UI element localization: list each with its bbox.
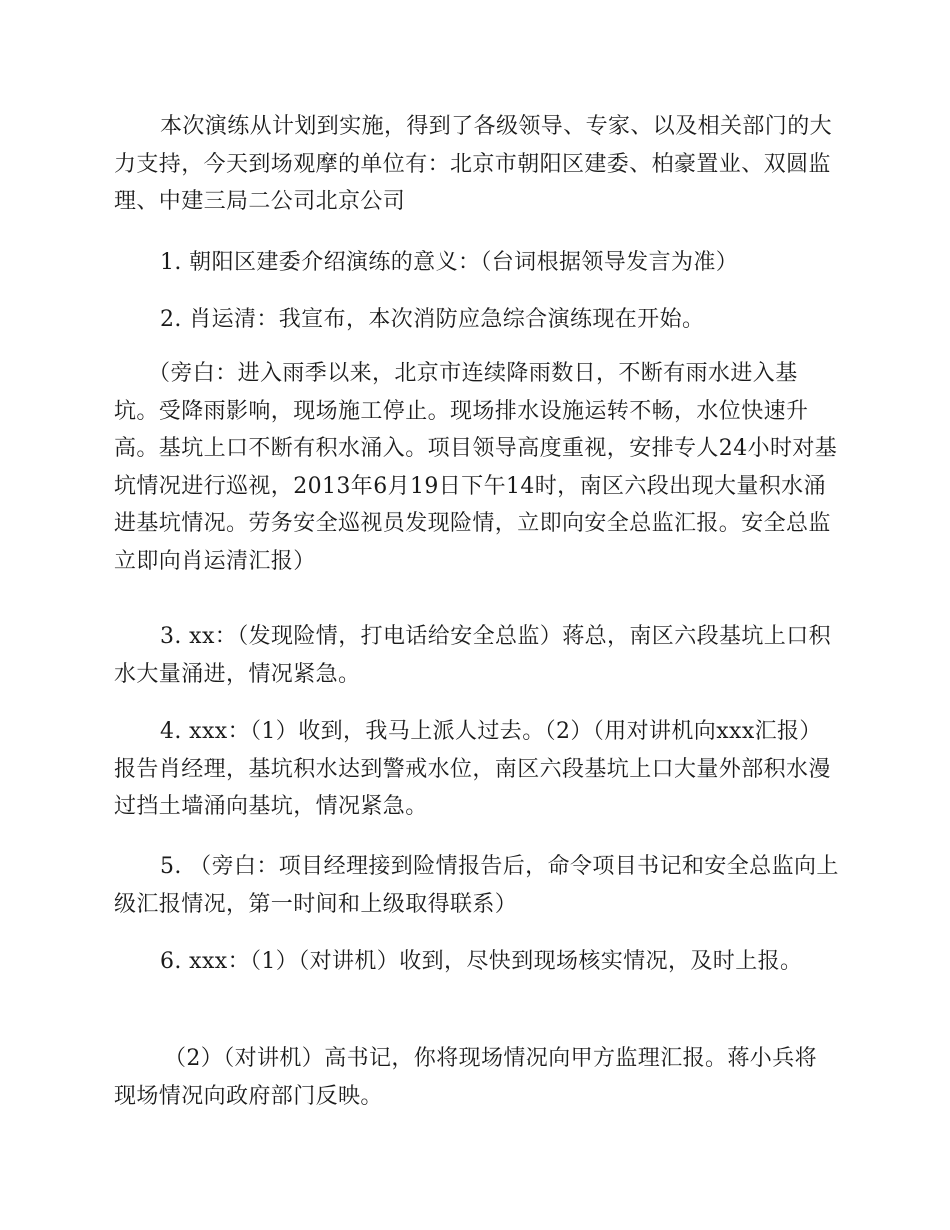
item-3-paragraph: 3. xx：（发现险情，打电话给安全总监）蒋总，南区六段基坑上口积水大量涌进，情况紧急。 [114,624,831,687]
item-4-paragraph: 4. xxx：（1）收到，我马上派人过去。（2）（用对讲机向xxx汇报）报告肖经理，基坑积水达到警戒水位，南区六段基坑上口大量外部积水漫过挡土墙涌向基坑，情况紧急。 [114,719,831,819]
narration-paragraph: （旁白：进入雨季以来，北京市连续降雨数日，不断有雨水进入基坑。受降雨影响，现场施工停止。现场排水设施运转不畅，水位快速升高。基坑上口不断有积水涌入。项目领导高度重视，安排专人24小时对基坑情况进行巡视，2013年6月19日下午14时，南区六段出现大量积水涌进基坑情况。劳务安全巡视员发现险情，立即向安全总监汇报。安全总监立即向肖运清汇报） [114,361,838,574]
item-6-paragraph: 6. xxx：（1）（对讲机）收到，尽快到现场核实情况，及时上报。 [160,949,803,974]
item-2-paragraph: 2. 肖运清：我宣布，本次消防应急综合演练现在开始。 [160,307,705,332]
item-6-sub-paragraph: （2）（对讲机）高书记，你将现场情况向甲方监理汇报。蒋小兵将现场情况向政府部门反映。 [114,1046,817,1109]
item-5-paragraph: 5. （旁白：项目经理接到险情报告后，命令项目书记和安全总监向上级汇报情况，第一时间和上级取得联系） [114,854,839,917]
item-1-paragraph: 1. 朝阳区建委介绍演练的意义：（台词根据领导发言为准） [160,250,739,275]
intro-paragraph: 本次演练从计划到实施，得到了各级领导、专家、以及相关部门的大力支持，今天到场观摩的单位有：北京市朝阳区建委、柏豪置业、双圆监理、中建三局二公司北京公司 [114,114,833,214]
